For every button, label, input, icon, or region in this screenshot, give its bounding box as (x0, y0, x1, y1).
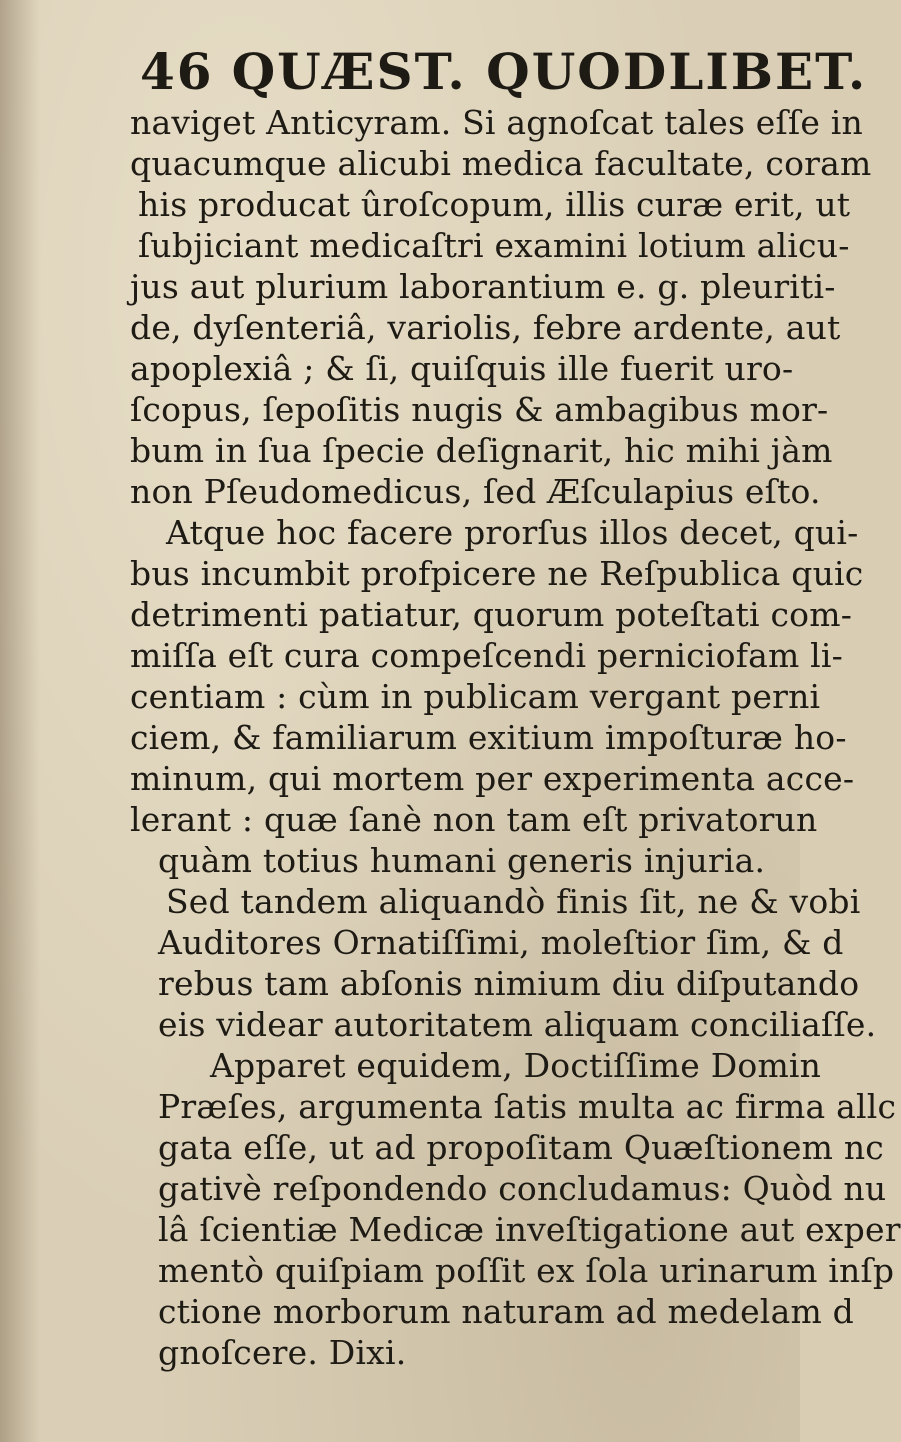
text-line: centiam : cùm in publicam vergant perni (130, 677, 821, 716)
text-line: quacumque alicubi medica facultate, coram (130, 144, 872, 183)
text-line: Sed tandem aliquandò finis ſit, ne & vobi (166, 882, 861, 921)
text-line: ciem, & familiarum exitium impoſturæ ho- (130, 718, 847, 757)
text-line: lerant : quæ ſanè non tam eſt privatorun (130, 800, 818, 839)
text-line: naviget Anticyram. Si agnoſcat tales eſſe in (130, 103, 863, 142)
text-line: apoplexiâ ; & ſi, quiſquis ille fuerit uro- (130, 349, 794, 388)
text-line: his producat ûroſcopum, illis curæ erit, ut (138, 185, 851, 224)
text-line: de, dyſenteriâ, variolis, febre ardente, aut (130, 308, 841, 347)
text-line: bus incumbit profpicere ne Reſpublica quic (130, 554, 864, 593)
binding-gutter-shadow (0, 0, 40, 1442)
text-line: rebus tam abſonis nimium diu diſputando (158, 964, 860, 1003)
text-line: Auditores Ornatiſſimi, moleſtior ſim, & d (158, 923, 844, 962)
page-number: 46 (140, 42, 214, 101)
text-line: ſubjiciant medicaſtri examini lotium alicu- (138, 226, 850, 265)
text-line: ſcopus, ſepoſitis nugis & ambagibus mor- (130, 390, 829, 429)
text-line: Præſes, argumenta ſatis multa ac firma allc (158, 1087, 897, 1126)
text-line: gata eſſe, ut ad propoſitam Quæſtionem nc (158, 1128, 884, 1167)
running-title: QUÆST. QUODLIBET. (231, 42, 868, 101)
text-line: jus aut plurium laborantium e. g. pleuriti- (130, 267, 836, 306)
text-line: Atque hoc facere prorſus illos decet, qui- (166, 513, 859, 552)
text-line: eis videar autoritatem aliquam conciliaſſe. (158, 1005, 877, 1044)
page-header (140, 42, 867, 101)
text-line: detrimenti patiatur, quorum poteſtati com- (130, 595, 853, 634)
body-text (130, 102, 901, 1373)
text-line: non Pſeudomedicus, ſed Æſculapius eſto. (130, 472, 821, 511)
text-line: lâ ſcientiæ Medicæ inveſtigatione aut exper (158, 1210, 901, 1249)
text-line: mentò quiſpiam poſſit ex ſola urinarum inſp (158, 1251, 895, 1290)
text-line: miſſa eſt cura compeſcendi perniciofam li- (130, 636, 844, 675)
text-line: gativè reſpondendo concludamus: Quòd nu (158, 1169, 887, 1208)
text-line: Apparet equidem, Doctiſſime Domin (210, 1046, 822, 1085)
text-line: minum, qui mortem per experimenta acce- (130, 759, 855, 798)
text-line: bum in ſua ſpecie deſignarit, hic mihi jàm (130, 431, 833, 470)
text-line: quàm totius humani generis injuria. (158, 841, 766, 880)
text-line: gnoſcere. Dixi. (158, 1333, 407, 1372)
text-line: ctione morborum naturam ad medelam d (158, 1292, 854, 1331)
